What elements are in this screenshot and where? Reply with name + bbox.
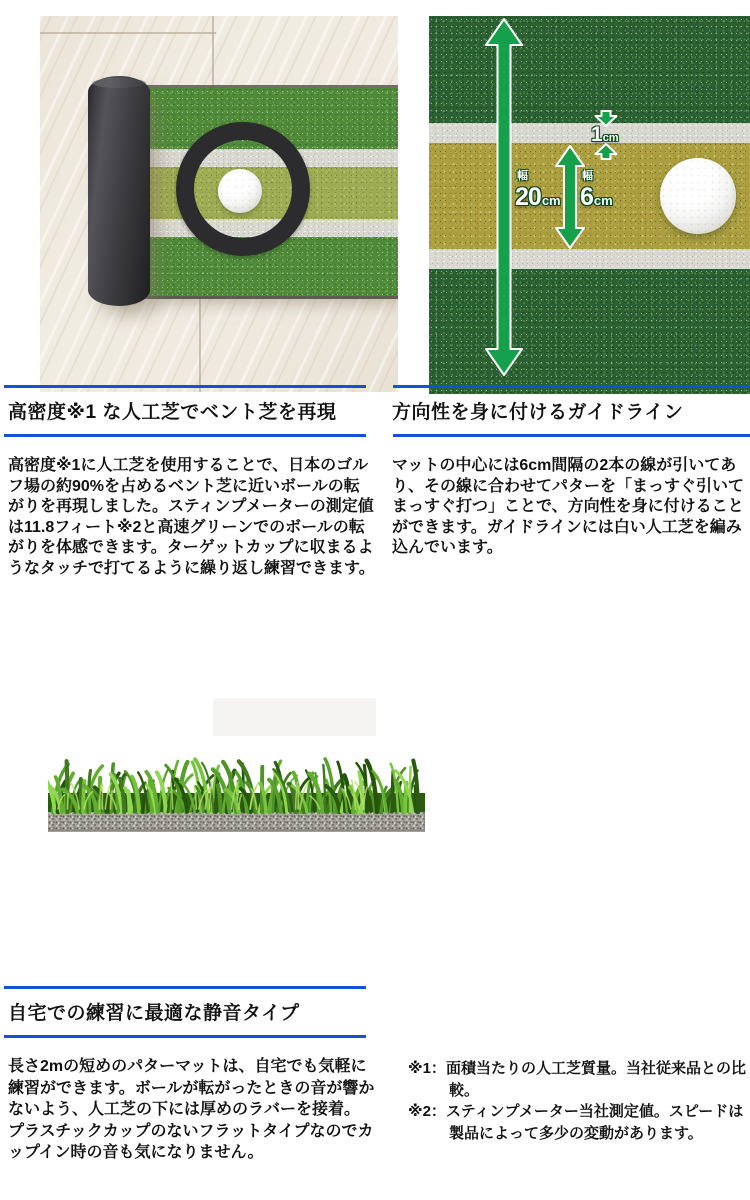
footnote-marker: ※2： [408, 1103, 446, 1120]
golf-ball [218, 169, 262, 213]
photo-turf-cross-section [48, 749, 425, 835]
photo-guideline-closeup [429, 16, 750, 394]
width-prefix: 幅 [582, 170, 593, 182]
accent-rule [4, 986, 366, 989]
turf-cross-section-graphic [48, 749, 425, 835]
accent-rule [4, 434, 366, 437]
accent-rule [4, 385, 366, 388]
footnote-1: ※1：面積当たりの人工芝質量。当社従来品との比較。 [408, 1060, 746, 1099]
section-body: マットの中心には6cm間隔の2本の線が引いてあり、その線に合わせてパターを「まっすぐ引いてまっすぐ打つ」ことで、方向性を身に付けることができます。ガイドラインには白い人工芝を編み込んでいます。 [392, 457, 745, 556]
floor-seam [212, 16, 214, 88]
measurement-label-1cm: 1cm [591, 123, 619, 146]
floor-seam [40, 32, 216, 34]
section-title: 高密度※1 な人工芝でベント芝を再現 [8, 402, 337, 423]
section-title: 方向性を身に付けるガイドライン [392, 402, 684, 423]
section-title: 自宅での練習に最適な静音タイプ [8, 1003, 300, 1024]
small-arrow-up [596, 144, 617, 159]
accent-rule [393, 385, 750, 388]
measurement-label-20cm: 幅 20cm [515, 170, 561, 211]
section-body: 高密度※1に人工芝を使用することで、日本のゴルフ場の約90%を占めるベント芝に近いボールの転がりを再現しました。スティンプメーターの測定値は11.8フィート※2と高速グリーンでのボールの転がりを体感できます。ターゲットカップに収まるようなタッチで打てるように繰り返し練習できます。 [8, 457, 375, 577]
width-prefix: 幅 [517, 170, 528, 182]
measurement-label-6cm: 幅 6cm [580, 170, 613, 211]
rolled-mat-cylinder [88, 76, 150, 306]
photo-putting-mat-rolled [40, 16, 398, 392]
photo-background-smudge [213, 698, 376, 736]
mat-edge [140, 85, 398, 88]
mat-edge [140, 296, 398, 299]
footnote-marker: ※1： [408, 1060, 446, 1077]
footnotes [408, 1058, 750, 1144]
floor-seam [199, 296, 201, 392]
accent-rule [393, 434, 750, 437]
section-body: 長さ2mの短めのパターマットは、自宅でも気軽に練習ができます。ボールが転がったときの音が響かないよう、人工芝の下には厚めのラバーを接着。プラスチックカップのないフラットタイプなのでカップイン時の音も気になりません。 [8, 1058, 375, 1161]
footnote-2: ※2：スティンプメーター当社測定値。スピードは製品によって多少の変動があります。 [408, 1103, 744, 1142]
accent-rule [4, 1035, 366, 1038]
